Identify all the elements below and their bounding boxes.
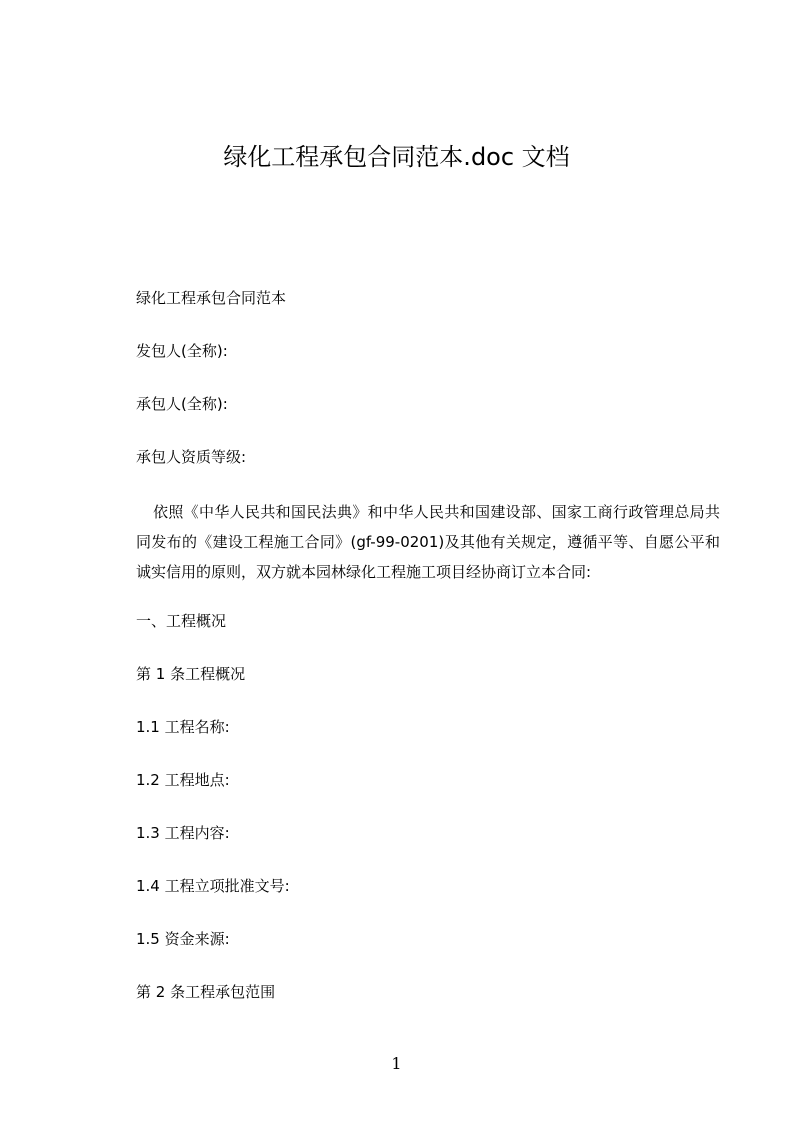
contract-heading: 绿化工程承包合同范本 <box>136 289 287 307</box>
document-body <box>136 285 720 1032</box>
article-2-heading: 第 2 条工程承包范围 <box>136 983 276 1001</box>
approval-number-line: 1.4 工程立项批准文号: <box>136 877 290 895</box>
page-number: 1 <box>391 1054 402 1073</box>
project-content-line: 1.3 工程内容: <box>136 824 230 842</box>
contractor-line: 承包人(全称): <box>136 395 228 413</box>
preamble-paragraph: 依照《中华人民共和国民法典》和中华人民共和国建设部、国家工商行政管理总局共同发布的《建设工程施工合同》(gf-99-0201)及其他有关规定，遵循平等、自愿公平和诚实信用的原则，双方就本园林绿化工程施工项目经协商订立本合同: <box>136 503 720 581</box>
article-1-heading: 第 1 条工程概况 <box>136 665 246 683</box>
funding-source-line: 1.5 资金来源: <box>136 930 230 948</box>
section-heading: 一、工程概况 <box>136 612 227 630</box>
project-name-line: 1.1 工程名称: <box>136 718 230 736</box>
project-location-line: 1.2 工程地点: <box>136 771 230 789</box>
qualification-line: 承包人资质等级: <box>136 448 247 466</box>
document-title: 绿化工程承包合同范本.doc 文档 <box>223 143 570 171</box>
employer-line: 发包人(全称): <box>136 342 228 360</box>
